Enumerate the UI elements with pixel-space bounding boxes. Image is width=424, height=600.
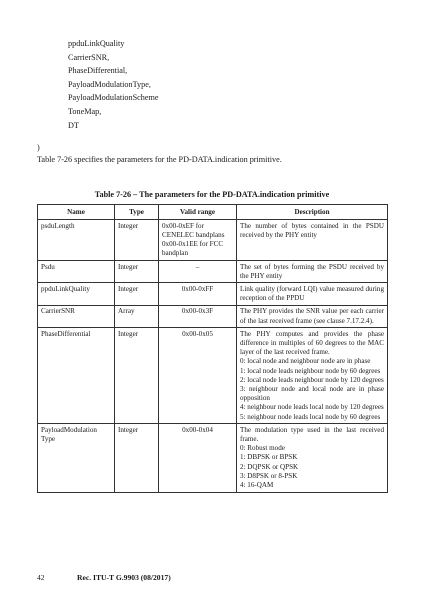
table-row xyxy=(38,220,388,261)
cell-description xyxy=(237,328,388,424)
cell-description xyxy=(237,424,388,492)
table-header-row xyxy=(38,205,388,220)
description-line: 0: local node and neighbour node are in phase xyxy=(240,357,371,366)
cell-valid-range xyxy=(159,305,237,327)
parameter-list-item: PayloadModulationScheme xyxy=(68,93,159,103)
description-line: 4: 16-QAM xyxy=(240,480,274,489)
description-line: 2: DQPSK or QPSK xyxy=(240,462,299,471)
parameter-list xyxy=(68,37,159,132)
description-line: 0: Robust mode xyxy=(240,444,285,453)
cell-description xyxy=(237,261,388,283)
range-line: 0x00-0x05 xyxy=(182,329,213,338)
cell-type: Integer xyxy=(115,424,159,492)
cell-valid-range xyxy=(159,283,237,305)
cell-name: ppduLinkQuality xyxy=(38,283,115,305)
intro-paragraph: Table 7-26 specifies the parameters for the PD-DATA.indication primitive. xyxy=(37,155,282,164)
description-line: 5: neighbour node leads local node by 60 degrees xyxy=(240,412,381,421)
range-line: 0x00-0x1EE for FCC bandplan xyxy=(162,240,224,258)
table-row xyxy=(38,261,388,283)
parameters-table xyxy=(37,204,388,493)
parameter-list-item: CarrierSNR, xyxy=(68,52,110,62)
description-line: The number of bytes contained in the PSDU received by the PHY entity xyxy=(240,221,384,239)
table-row xyxy=(38,328,388,424)
range-line: 0x00-0xFF xyxy=(181,284,214,293)
parameter-list-item: DT xyxy=(68,120,79,130)
page-footer xyxy=(37,573,171,582)
cell-type: Array xyxy=(115,305,159,327)
cell-name: PhaseDifferential xyxy=(38,328,115,424)
parameter-list-item: PayloadModulationType, xyxy=(68,79,151,89)
description-line: 2: local node leads neighbour node by 120 degrees xyxy=(240,375,384,384)
range-line: 0x00-0x04 xyxy=(182,425,213,434)
table-row xyxy=(38,424,388,492)
cell-valid-range xyxy=(159,424,237,492)
description-line: The set of bytes forming the PSDU received by the PHY entity xyxy=(240,262,384,280)
cell-type: Integer xyxy=(115,283,159,305)
page-number: 42 xyxy=(37,573,45,582)
description-line: 3: neighbour node and local node are in phase opposition xyxy=(240,384,384,403)
cell-valid-range xyxy=(159,328,237,424)
range-line: 0x00-0xEF for CENELEC bandplans xyxy=(162,221,225,239)
cell-valid-range xyxy=(159,220,237,261)
cell-type: Integer xyxy=(115,328,159,424)
header-type: Type xyxy=(115,205,159,220)
parameter-list-item: PhaseDifferential, xyxy=(68,66,128,76)
description-line: 1: local node leads neighbour node by 60 degrees xyxy=(240,366,381,375)
table-row xyxy=(38,283,388,305)
range-line: – xyxy=(195,262,200,271)
table-row xyxy=(38,305,388,327)
parameter-list-item: ToneMap, xyxy=(68,106,102,116)
description-line: The modulation type used in the last received frame. xyxy=(240,425,384,443)
description-line: The PHY computes and provides the phase difference in multiples of 60 degrees to the MAC layer of the last received frame. xyxy=(240,329,384,357)
cell-description xyxy=(237,305,388,327)
cell-name: Psdu xyxy=(38,261,115,283)
header-name: Name xyxy=(38,205,115,220)
table-caption: Table 7-26 – The parameters for the PD-DATA.indication primitive xyxy=(94,190,330,199)
description-line: 3: D8PSK or 8-PSK xyxy=(240,471,298,480)
closing-parenthesis: ) xyxy=(37,143,40,152)
range-line: 0x00-0x3F xyxy=(181,307,214,316)
header-valid-range: Valid range xyxy=(159,205,237,220)
description-line: 1: DBPSK or BPSK xyxy=(240,453,298,462)
recommendation-label: Rec. ITU-T G.9903 (08/2017) xyxy=(77,573,171,582)
cell-name: PayloadModulation Type xyxy=(38,424,115,492)
table-body xyxy=(38,220,388,492)
description-line: The PHY provides the SNR value per each carrier of the last received frame (see clause 7.17.2.4). xyxy=(240,307,384,325)
cell-type: Integer xyxy=(115,220,159,261)
cell-description xyxy=(237,220,388,261)
cell-type: Integer xyxy=(115,261,159,283)
cell-description xyxy=(237,283,388,305)
cell-valid-range xyxy=(159,261,237,283)
parameter-list-item: ppduLinkQuality xyxy=(68,39,125,48)
description-line: 4: neighbour node leads local node by 120 degrees xyxy=(240,403,384,412)
description-line: Link quality (forward LQI) value measured during reception of the PPDU xyxy=(240,284,384,303)
cell-name: CarrierSNR xyxy=(38,305,115,327)
header-description: Description xyxy=(237,205,388,220)
cell-name: psduLength xyxy=(38,220,115,261)
